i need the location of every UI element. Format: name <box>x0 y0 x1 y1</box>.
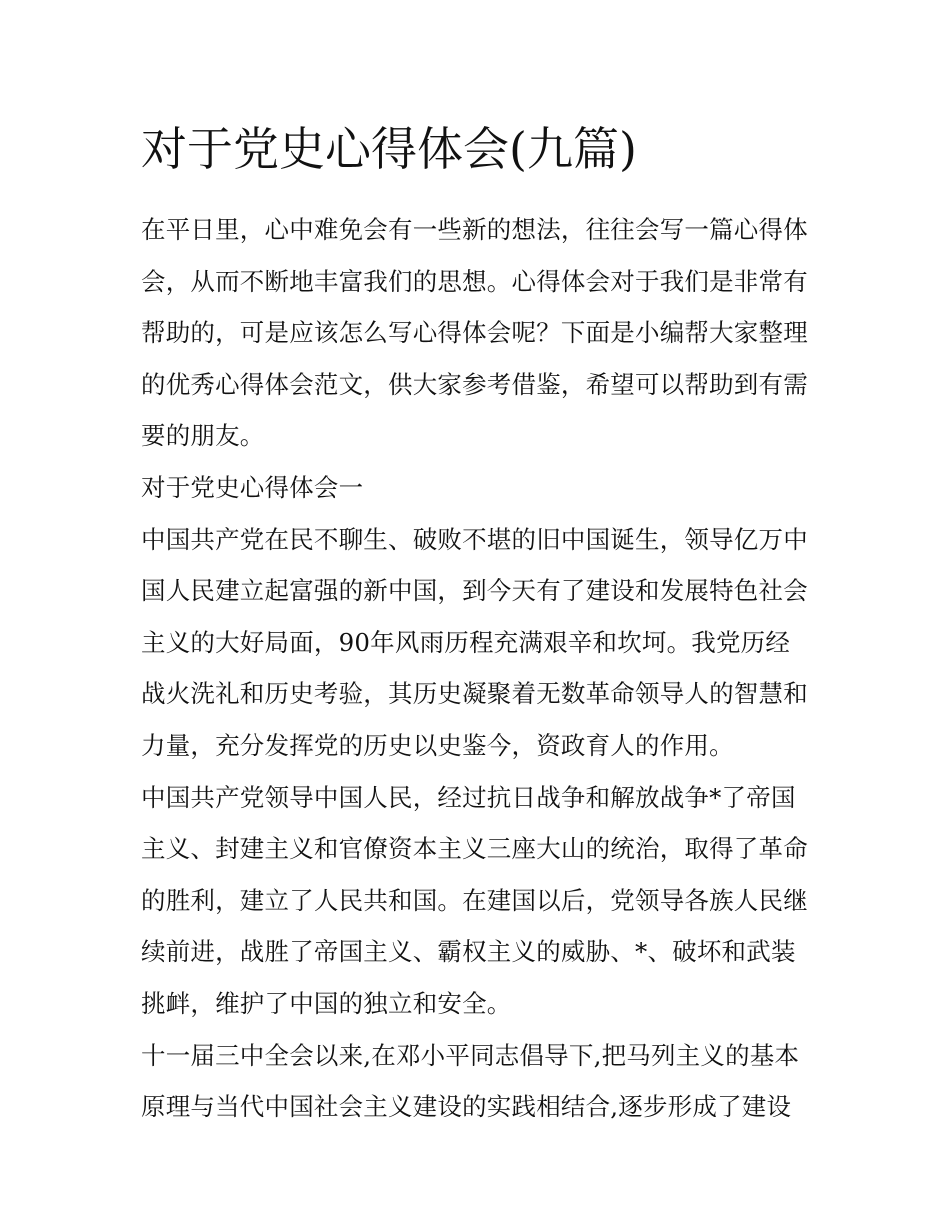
text-line: 十一届三中全会以来,在邓小平同志倡导下,把马列主义的基本 <box>141 1040 800 1070</box>
text-line: 力量，充分发挥党的历史以史鉴今，资政育人的作用。 <box>141 730 734 760</box>
text-line: 会，从而不断地丰富我们的思想。心得体会对于我们是非常有 <box>141 266 808 296</box>
body-paragraph-2 <box>141 772 813 1030</box>
document-body <box>141 204 813 1133</box>
text-line: 的优秀心得体会范文，供大家参考借鉴，希望可以帮助到有需 <box>141 369 808 399</box>
text-line: 中国共产党在民不聊生、破败不堪的旧中国诞生，领导亿万中 <box>141 524 808 554</box>
text-line: 主义、封建主义和官僚资本主义三座大山的统治，取得了革命 <box>141 834 808 864</box>
section-heading <box>141 462 813 514</box>
intro-paragraph <box>141 204 813 462</box>
text-line: 国人民建立起富强的新中国，到今天有了建设和发展特色社会 <box>141 576 808 606</box>
text-line: 战火洗礼和历史考验，其历史凝聚着无数革命领导人的智慧和 <box>141 679 808 709</box>
document-title: 对于党史心得体会(九篇) <box>141 122 637 176</box>
section-heading-text: 对于党史心得体会一 <box>141 472 364 502</box>
text-line: 的胜利，建立了人民共和国。在建国以后，党领导各族人民继 <box>141 885 808 915</box>
document-content <box>141 118 813 1133</box>
text-line: 续前进，战胜了帝国主义、霸权主义的威胁、*、破坏和武装 <box>141 937 796 967</box>
text-line: 帮助的，可是应该怎么写心得体会呢？下面是小编帮大家整理 <box>141 318 808 348</box>
body-paragraph-3 <box>141 1030 813 1133</box>
text-line: 在平日里，心中难免会有一些新的想法，往往会写一篇心得体 <box>141 215 808 244</box>
body-paragraph-1 <box>141 514 813 772</box>
text-line: 要的朋友。 <box>141 421 265 451</box>
text-line: 主义的大好局面，90年风雨历程充满艰辛和坎坷。我党历经 <box>141 627 791 657</box>
text-line: 中国共产党领导中国人民，经过抗日战争和解放战争*了帝国 <box>141 782 796 812</box>
text-line: 原理与当代中国社会主义建设的实践相结合,逐步形成了建设 <box>141 1092 792 1122</box>
text-line: 挑衅，维护了中国的独立和安全。 <box>141 988 512 1018</box>
